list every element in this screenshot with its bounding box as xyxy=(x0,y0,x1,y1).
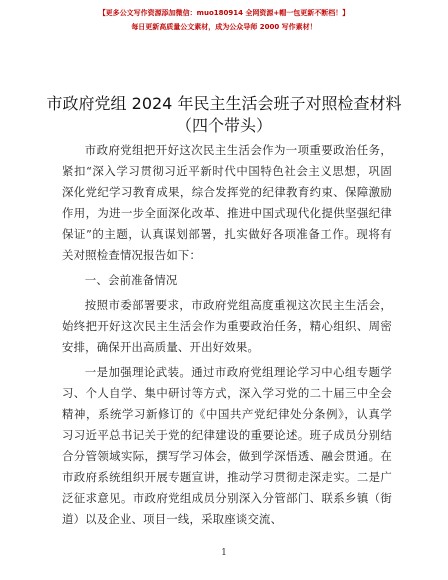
banner-line-1: 【更多公文写作资源添加微信：muo180914 全网资源+帽一包更新不断档！】 xyxy=(98,9,350,17)
header-banner xyxy=(0,8,448,32)
page-number: 1 xyxy=(221,548,227,558)
paragraph-intro: 市政府党组把开好这次民主生活会作为一项重要政治任务，紧扣“深入学习贯彻习近平新时代中国特色社会主义思想，巩固深化党纪学习教育成果，综合发挥党的纪律教育约束、保障激励作用，为进一步全面深化改革、推进中国式现代化提供坚强纪律保证”的主题，认真谋划部署，扎实做好各项准备工作。现将有关对照检查情况报告如下： xyxy=(62,143,392,262)
paragraph-preparation: 按照市委部署要求，市政府党组高度重视这次民主生活会，始终把开好这次民主生活会作为重要政治任务，精心组织、周密安排，确保开出高质量、开出好效果。 xyxy=(62,298,392,354)
document-body xyxy=(62,140,392,530)
document-title: 市政府党组 2024 年民主生活会班子对照检查材料（四个带头） xyxy=(46,94,402,135)
section-heading: 一、会前准备情况 xyxy=(84,273,178,287)
paragraph-theory: 一是加强理论武装。通过市政府党组理论学习中心组专题学习、个人自学、集中研讨等方式，深入学习党的二十届三中全会精神，系统学习新修订的《中国共产党纪律处分条例》，认真学习习近平总书记关于党的纪律建设的重要论述。班子成员分别结合分管领域实际，撰写学习体会，做到学深悟透、融会贯通。在市政府系统组织开展专题宣讲，推动学习贯彻走深走实。二是广泛征求意见。市政府党组成员分别深入分管部门、联系乡镇（街道）以及企业、项目一线，采取座谈交流、 xyxy=(62,365,392,526)
banner-line-2: 每日更新高质量公文素材，成为公众导师 2000 写作素材！ xyxy=(131,23,317,31)
